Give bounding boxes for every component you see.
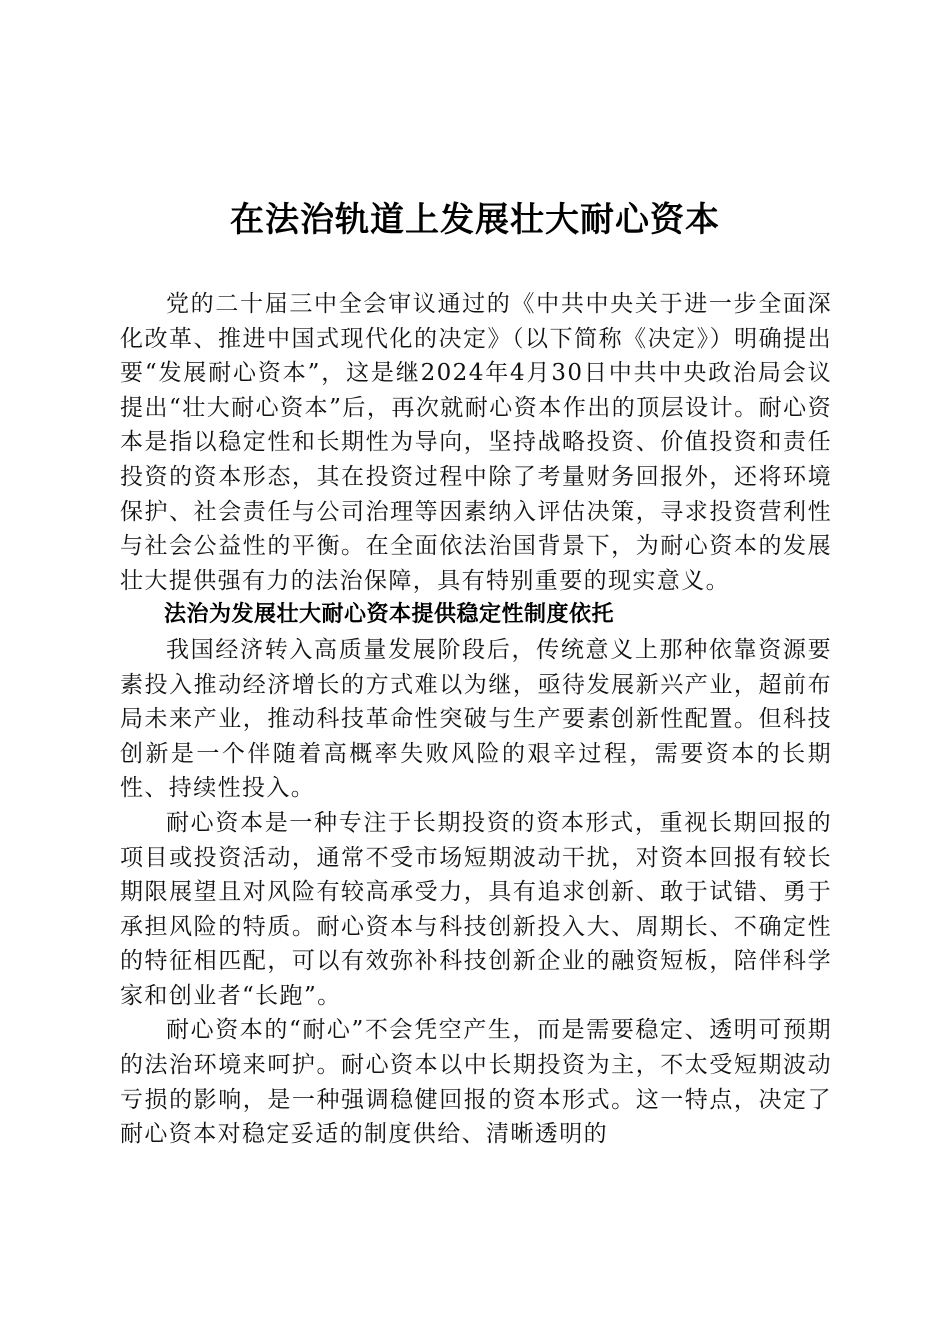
paragraph-patient-capital: 耐心资本是一种专注于长期投资的资本形式，重视长期回报的项目或投资活动，通常不受市场短期波动干扰，对资本回报有较长期限展望且对风险有较高承受力，具有追求创新、敢于试错、勇于承担风险的特质。耐心资本与科技创新投入大、周期长、不确定性的特征相匹配，可以有效弥补科技创新企业的融资短板，陪伴科学家和创业者“长跑”。 [120,809,832,1009]
page-title: 在法治轨道上发展壮大耐心资本 [230,200,720,240]
article-body [120,287,832,1152]
paragraph-rule-of-law: 耐心资本的“耐心”不会凭空产生，而是需要稳定、透明可预期的法治环境来呵护。耐心资本以中长期投资为主，不太受短期波动亏损的影响，是一种强调稳健回报的资本形式。这一特点，决定了耐心资本对稳定妥适的制度供给、清晰透明的 [120,1017,832,1148]
paragraph-intro: 党的二十届三中全会审议通过的《中共中央关于进一步全面深化改革、推进中国式现代化的决定》（以下简称《决定》）明确提出要“发展耐心资本”，这是继2024年4月30日中共中央政治局会议提出“壮大耐心资本”后，再次就耐心资本作出的顶层设计。耐心资本是指以稳定性和长期性为导向，坚持战略投资、价值投资和责任投资的资本形态，其在投资过程中除了考量财务回报外，还将环境保护、社会责任与公司治理等因素纳入评估决策，寻求投资营利性与社会公益性的平衡。在全面依法治国背景下，为耐心资本的发展壮大提供强有力的法治保障，具有特别重要的现实意义。 [120,291,832,594]
section-heading: 法治为发展壮大耐心资本提供稳定性制度依托 [164,602,615,628]
paragraph-economy: 我国经济转入高质量发展阶段后，传统意义上那种依靠资源要素投入推动经济增长的方式难以为继，亟待发展新兴产业，超前布局未来产业，推动科技革命性突破与生产要素创新性配置。但科技创新是一个伴随着高概率失败风险的艰辛过程，需要资本的长期性、持续性投入。 [120,636,832,802]
